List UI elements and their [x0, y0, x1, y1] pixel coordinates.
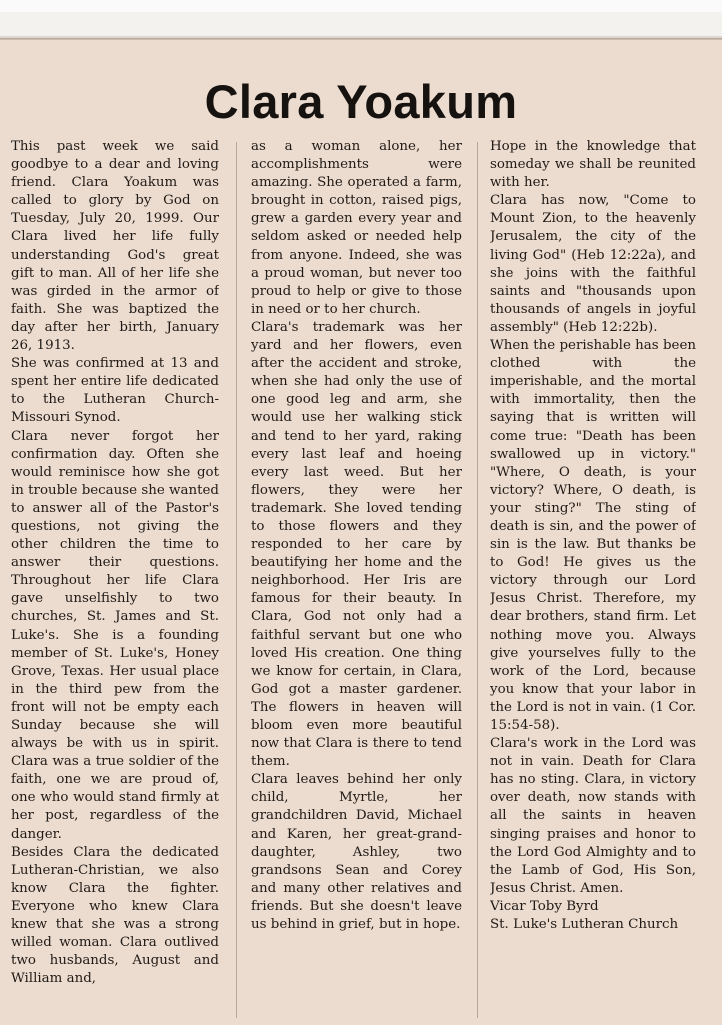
author-signature: Vicar Toby Byrd [490, 898, 599, 914]
article-column-3 [490, 138, 696, 1022]
scan-background [0, 0, 722, 12]
paragraph: When the perishable has been clothed with the imperishable, and the mortal with immortality, then the saying that is written will come true: "Death has been swallowed up in victory." "Where, O death, is your victory? Where, O death, is your sting?" The sting of death is sin, and the power of sin is the law. But thanks be to God! He gives us the victory through our Lord Jesus Christ. Therefore, my dear brothers, stand firm. Let nothing move you. Always give yourselves fully to the work of the Lord, because you know that your labor in the Lord is not in vain. (1 Cor. 15:54-58). [490, 338, 696, 733]
paragraph: She was confirmed at 13 and spent her entire life dedicated to the Lutheran Church-Missouri Synod. [11, 356, 219, 426]
paragraph: Clara leaves behind her only child, Myrtle, her grandchildren David, Michael and Karen, her great-grand-daughter, Ashley, two grandsons Sean and Corey and many other relatives and friends. But she doesn't leave us behind in grief, but in hope. [251, 772, 462, 933]
column-rule [477, 142, 478, 1018]
paragraph: Hope in the knowledge that someday we shall be reunited with her. [490, 139, 696, 191]
paragraph: as a woman alone, her accomplishments were amazing. She operated a farm, brought in cotton, raised pigs, grew a garden every year and seldom asked or needed help from anyone. Indeed, she was a proud woman, but never too proud to help or give to those in need or to her church. [251, 139, 462, 317]
paragraph: Clara's trademark was her yard and her flowers, even after the accident and stroke, when she had only the use of one good leg and arm, she would use her walking stick and tend to her yard, raking every last leaf and hoeing every last weed. But her flowers, they were her trademark. She loved tending to those flowers and they responded to her care by beautifying her home and the neighborhood. Her Iris are famous for their beauty. In Clara, God not only had a faithful servant but one who loved His creation. One thing we know for certain, in Clara, God got a master gardener. The flowers in heaven will bloom even more beautiful now that Clara is there to tend them. [251, 319, 462, 770]
author-church: St. Luke's Lutheran Church [490, 917, 679, 933]
paragraph: This past week we said goodbye to a dear and loving friend. Clara Yoakum was called to glory by God on Tuesday, July 20, 1999. Our Clara lived her life fully understanding God's great gift to man. All of her life she was girded in the armor of faith. She was baptized the day after her birth, January 26, 1913. [11, 139, 219, 354]
paragraph: Clara has now, "Come to Mount Zion, to the heavenly Jerusalem, the city of the living God" (Heb 12:22a), and she joins with the faithful saints and "thousands upon thousands of angels in joyful assembly" (Heb 12:22b). [490, 193, 696, 335]
article-column-2 [251, 138, 462, 1022]
paragraph: Clara's work in the Lord was not in vain. Death for Clara has no sting. Clara, in victory over death, now stands with all the saints in heaven singing praises and honor to the Lord God Almighty and to the Lamb of God, His Son, Jesus Christ. Amen. [490, 736, 696, 896]
column-rule [236, 142, 237, 1018]
paragraph: Clara never forgot her confirmation day. Often she would reminisce how she got in trouble because she wanted to answer all of the Pastor's questions, not giving the other children the time to answer their questions. Throughout her life Clara gave unselfishly to two churches, St. James and St. Luke's. She is a founding member of St. Luke's, Honey Grove, Texas. Her usual place in the third pew from the front will not be empty each Sunday because she will always be with us in spirit. Clara was a true soldier of the faith, one we are proud of, one who would stand firmly at her post, regardless of the danger. [11, 428, 219, 842]
article-title: Clara Yoakum [204, 75, 518, 128]
article-column-1 [11, 138, 219, 1022]
paragraph: Besides Clara the dedicated Lutheran-Christian, we also know Clara the fighter. Everyone who knew Clara knew that she was a strong willed woman. Clara outlived two husbands, August and William and, [11, 844, 219, 987]
